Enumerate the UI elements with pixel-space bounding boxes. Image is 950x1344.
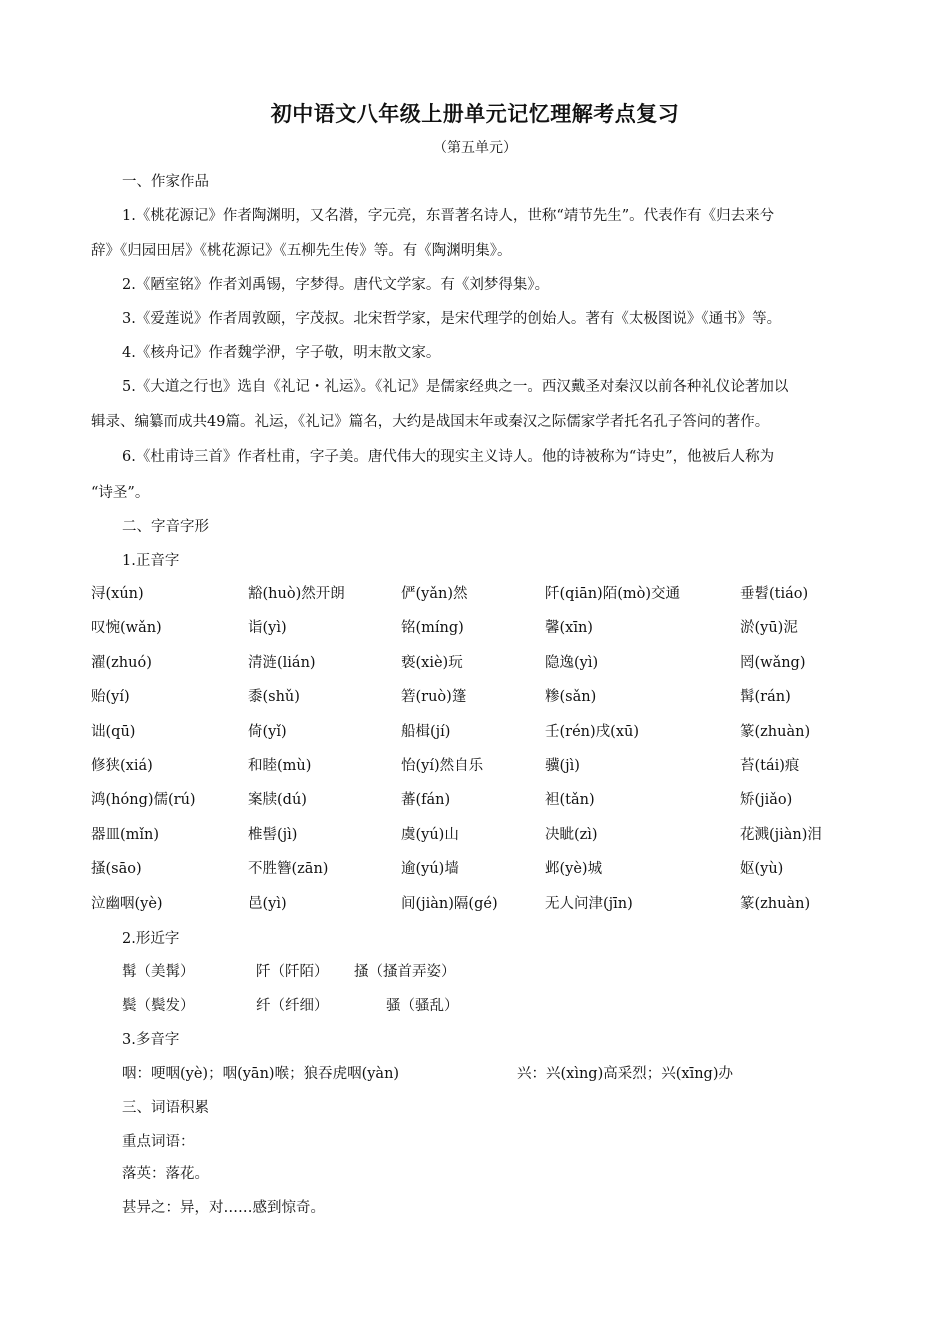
pronunciation-cell: 馨(xīn) [545, 620, 593, 636]
pronunciation-cell: 濯(zhuó) [91, 655, 152, 671]
xingjin-item: 髯（美髯） [122, 964, 195, 980]
subheading-duoyin: 3.多音字 [122, 1032, 180, 1048]
pronunciation-cell: 篆(zhuàn) [740, 896, 811, 912]
pronunciation-cell: 骥(jì) [545, 758, 580, 774]
pronunciation-cell: 鸿(hóng)儒(rú) [91, 792, 196, 808]
pronunciation-cell: 俨(yǎn)然 [401, 586, 468, 602]
pronunciation-cell: 壬(rén)戌(xū) [545, 724, 639, 740]
paragraph-4: 4.《核舟记》作者魏学洢，字子敬，明末散文家。 [122, 345, 441, 361]
pronunciation-cell: 清涟(lián) [248, 655, 316, 671]
pronunciation-cell: 浔(xún) [91, 586, 144, 602]
pronunciation-cell: 苔(tái)痕 [740, 758, 800, 774]
pronunciation-cell: 虞(yú)山 [401, 827, 459, 843]
pronunciation-cell: 泣幽咽(yè) [91, 896, 163, 912]
pronunciation-cell: 豁(huò)然开朗 [248, 586, 345, 602]
duoyin-yan: 咽：哽咽(yè)；咽(yān)喉；狼吞虎咽(yàn) [122, 1066, 400, 1082]
pronunciation-cell: 篆(zhuàn) [740, 724, 811, 740]
paragraph-6a: 6.《杜甫诗三首》作者杜甫，字子美。唐代伟大的现实主义诗人。他的诗被称为“诗史”，他被后人称为 [122, 449, 775, 465]
pronunciation-cell: 船楫(jí) [401, 724, 451, 740]
pronunciation-cell: 淤(yū)泥 [740, 620, 798, 636]
pronunciation-cell: 决眦(zì) [545, 827, 598, 843]
xingjin-item: 阡（阡陌） [256, 964, 329, 980]
pronunciation-cell: 垂髫(tiáo) [740, 586, 809, 602]
section-heading-authors: 一、作家作品 [122, 174, 209, 190]
xingjin-item: 骚（骚乱） [386, 998, 459, 1014]
pronunciation-cell: 矫(jiǎo) [740, 792, 793, 808]
pronunciation-cell: 隐逸(yì) [545, 655, 599, 671]
pronunciation-cell: 邺(yè)城 [545, 861, 603, 877]
vocab-item: 落英：落花。 [122, 1166, 209, 1182]
pronunciation-cell: 诎(qū) [91, 724, 136, 740]
pronunciation-cell: 贻(yí) [91, 689, 130, 705]
paragraph-6b: “诗圣”。 [91, 485, 150, 501]
xingjin-item: 纤（纤细） [256, 998, 329, 1014]
pronunciation-cell: 修狭(xiá) [91, 758, 153, 774]
pronunciation-cell: 和睦(mù) [248, 758, 312, 774]
xingjin-item: 搔（搔首弄姿） [354, 964, 456, 980]
pronunciation-cell: 无人问津(jīn) [545, 896, 633, 912]
pronunciation-cell: 花溅(jiàn)泪 [740, 827, 822, 843]
pronunciation-cell: 箬(ruò)篷 [401, 689, 467, 705]
pronunciation-cell: 亵(xiè)玩 [401, 655, 463, 671]
pronunciation-cell: 袒(tǎn) [545, 792, 595, 808]
xingjin-item: 鬓（鬓发） [122, 998, 195, 1014]
section-heading-pronunciation: 二、字音字形 [122, 519, 209, 535]
subheading-xingjin: 2.形近字 [122, 931, 180, 947]
pronunciation-cell: 黍(shǔ) [248, 689, 300, 705]
pronunciation-cell: 椎髻(jì) [248, 827, 298, 843]
pronunciation-cell: 搔(sāo) [91, 861, 142, 877]
paragraph-2: 2.《陋室铭》作者刘禹锡，字梦得。唐代文学家。有《刘梦得集》。 [122, 277, 550, 293]
pronunciation-cell: 逾(yú)墙 [401, 861, 459, 877]
pronunciation-cell: 罔(wǎng) [740, 655, 806, 671]
pronunciation-cell: 铭(míng) [401, 620, 464, 636]
paragraph-1b: 辞》《归园田居》《桃花源记》《五柳先生传》等。有《陶渊明集》。 [91, 243, 512, 259]
pronunciation-cell: 案牍(dú) [248, 792, 307, 808]
pronunciation-cell: 器皿(mǐn) [91, 827, 160, 843]
pronunciation-cell: 诣(yì) [248, 620, 287, 636]
key-words-label: 重点词语： [122, 1134, 195, 1150]
vocab-item: 甚异之：异，对……感到惊奇。 [122, 1200, 325, 1216]
pronunciation-cell: 邑(yì) [248, 896, 287, 912]
pronunciation-cell: 妪(yù) [740, 861, 784, 877]
pronunciation-cell: 不胜簪(zān) [248, 861, 329, 877]
paragraph-1a: 1.《桃花源记》作者陶渊明，又名潜，字元亮，东晋著名诗人，世称“靖节先生”。代表作有《归去来兮 [122, 208, 775, 224]
pronunciation-cell: 阡(qiān)陌(mò)交通 [545, 586, 681, 602]
pronunciation-cell: 糁(sǎn) [545, 689, 597, 705]
pronunciation-cell: 髯(rán) [740, 689, 791, 705]
duoyin-xing: 兴：兴(xìng)高采烈；兴(xīng)办 [517, 1066, 733, 1082]
page-title: 初中语文八年级上册单元记忆理解考点复习 [270, 102, 680, 126]
pronunciation-cell: 怡(yí)然自乐 [401, 758, 484, 774]
paragraph-5b: 辑录、编纂而成共49篇。礼运，《礼记》篇名，大约是战国末年或秦汉之际儒家学者托名孔子答问的著作。 [91, 414, 770, 430]
pronunciation-cell: 间(jiàn)隔(gé) [401, 896, 498, 912]
paragraph-5a: 5.《大道之行也》选自《礼记・礼运》。《礼记》是儒家经典之一。西汉戴圣对秦汉以前各种礼仪论著加以 [122, 379, 789, 395]
page-subtitle: （第五单元） [433, 140, 517, 156]
subheading-zhengyin: 1.正音字 [122, 553, 180, 569]
pronunciation-cell: 蕃(fán) [401, 792, 451, 808]
pronunciation-cell: 叹惋(wǎn) [91, 620, 162, 636]
pronunciation-cell: 倚(yǐ) [248, 724, 287, 740]
section-heading-vocabulary: 三、词语积累 [122, 1100, 209, 1116]
paragraph-3: 3.《爱莲说》作者周敦颐，字茂叔。北宋哲学家，是宋代理学的创始人。著有《太极图说》《通书》等。 [122, 311, 782, 327]
